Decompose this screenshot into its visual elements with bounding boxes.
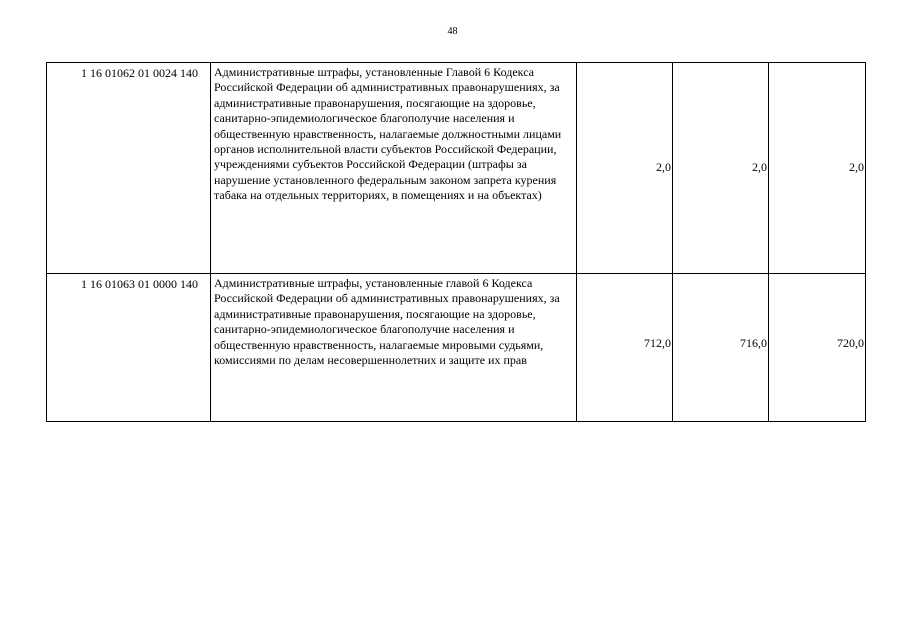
budget-code-cell: 1 16 01062 01 0024 140 bbox=[47, 63, 211, 274]
table-row bbox=[47, 274, 866, 422]
budget-revenue-table bbox=[46, 62, 866, 422]
page-number: 48 bbox=[447, 26, 458, 37]
description-cell: Административные штрафы, установленные Главой 6 Кодекса Российской Федерации об административных правонарушениях, за административные правонарушения, посягающие на здоровье, санитарно-эпидемиологическое благополучие населения и общественную нравственность, налагаемые должностными лицами органов исполнительной власти субъектов Российской Федерации, учреждениями субъектов Российской Федерации (штрафы за нарушение установленного федеральным законом запрета курения табака на отдельных территориях, в помещениях и на объектах) bbox=[211, 63, 577, 274]
table-row bbox=[47, 63, 866, 274]
value-cell-year-1: 2,0 bbox=[577, 63, 673, 274]
value-cell-year-2: 716,0 bbox=[673, 274, 769, 422]
value-cell-year-3: 2,0 bbox=[769, 63, 866, 274]
value-cell-year-1: 712,0 bbox=[577, 274, 673, 422]
budget-code-cell: 1 16 01063 01 0000 140 bbox=[47, 274, 211, 422]
value-cell-year-3: 720,0 bbox=[769, 274, 866, 422]
description-cell: Административные штрафы, установленные главой 6 Кодекса Российской Федерации об административных правонарушениях, за административные правонарушения, посягающие на здоровье, санитарно-эпидемиологическое благополучие населения и общественную нравственность, налагаемые мировыми судьями, комиссиями по делам несовершеннолетних и защите их прав bbox=[211, 274, 577, 422]
value-cell-year-2: 2,0 bbox=[673, 63, 769, 274]
